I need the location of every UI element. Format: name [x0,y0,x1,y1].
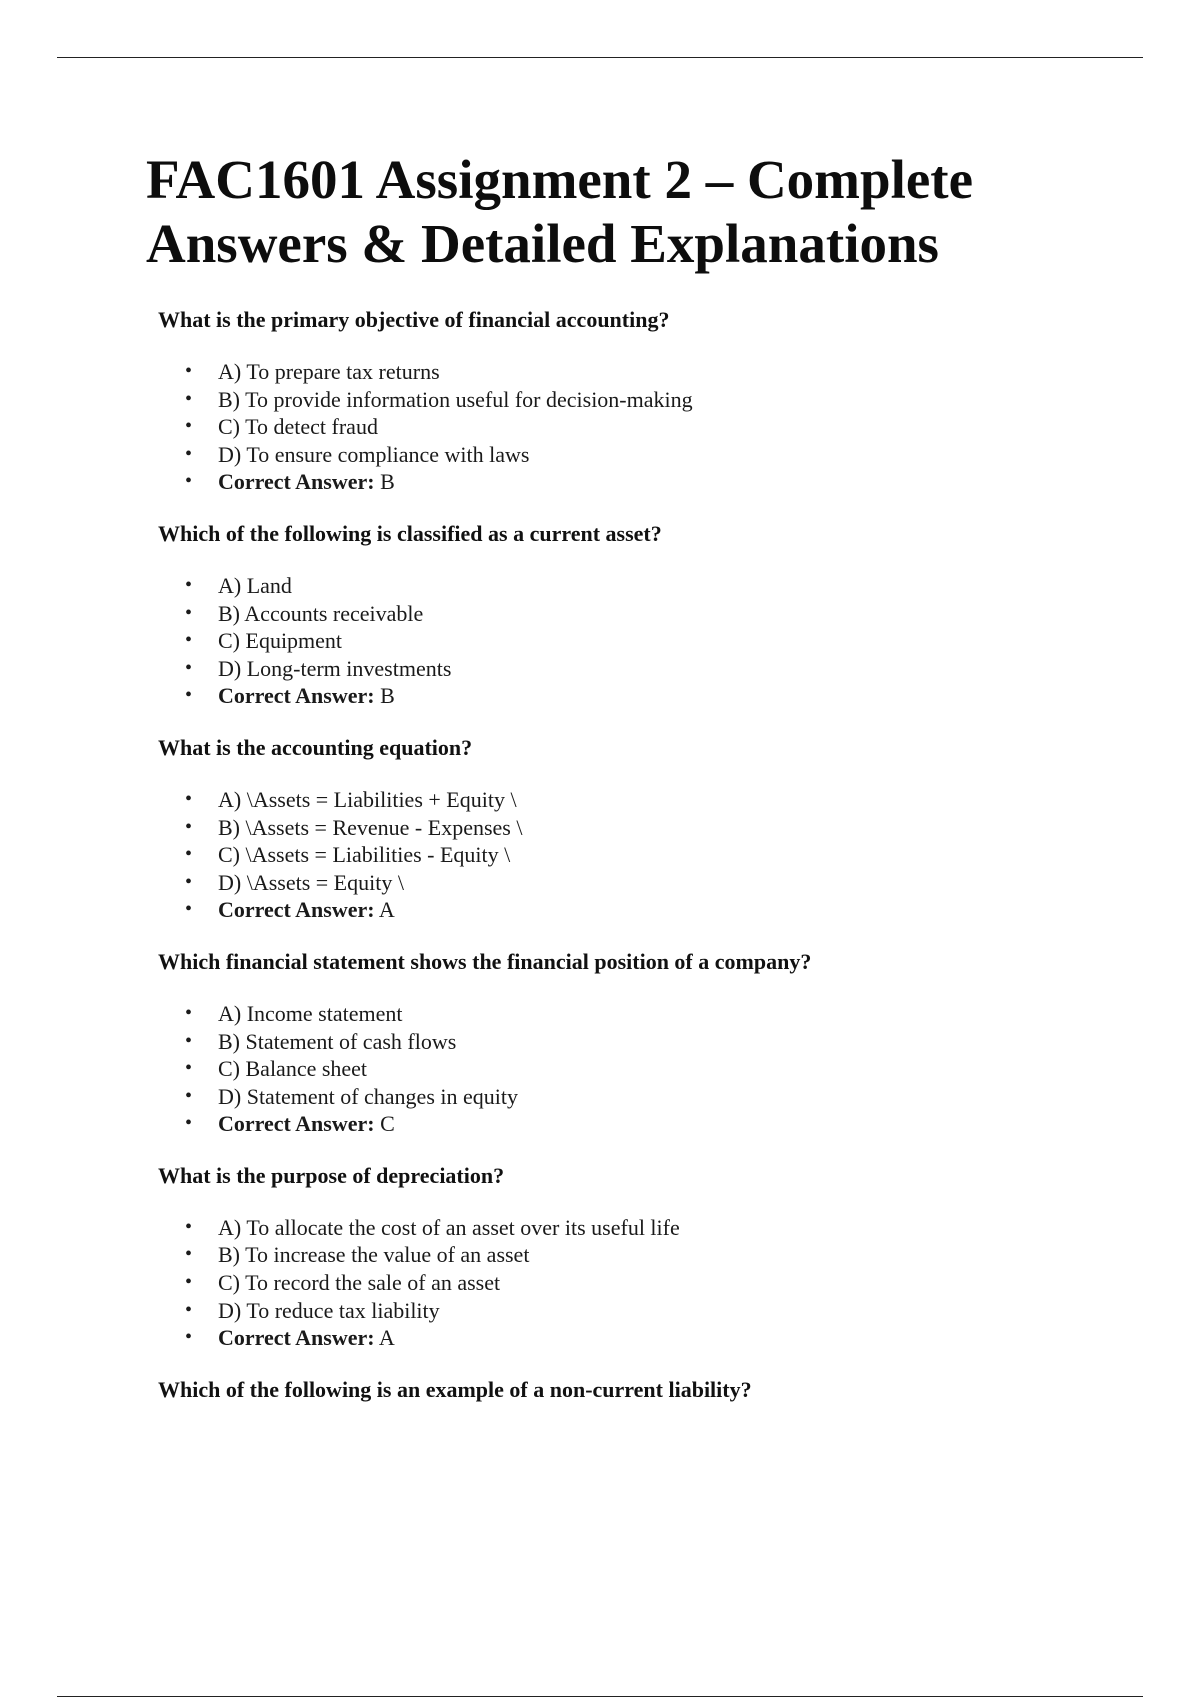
option-text: A) Income statement [218,1000,403,1026]
option-item [158,841,1106,869]
option-text: D) Statement of changes in equity [218,1083,518,1109]
question-text: Which of the following is classified as a current asset? [158,520,662,546]
option-item [158,1055,1106,1083]
option-item [158,814,1106,842]
correct-answer-value: A [378,1325,395,1351]
option-item [158,1241,1106,1269]
correct-answer-item [158,682,1106,710]
question-block [158,306,1106,496]
option-text: B) Statement of cash flows [218,1028,457,1054]
bullet-icon: • [185,387,193,410]
option-item [158,441,1106,469]
bullet-icon: • [185,870,193,893]
document-title: FAC1601 Assignment 2 – Complete Answers & Detailed Explanations [146,149,973,274]
question-block [158,1376,1106,1404]
option-item [158,655,1106,683]
question-block [158,1162,1106,1352]
option-text: B) To provide information useful for decision-making [218,386,693,412]
question-text: What is the primary objective of financial accounting? [158,307,670,332]
question-list [146,306,1106,1404]
option-list [158,786,1106,924]
option-text: C) \Assets = Liabilities - Equity \ [218,842,511,868]
correct-answer-label: Correct Answer: [218,1325,375,1351]
bullet-icon: • [185,898,193,921]
correct-answer-item [158,468,1106,496]
option-text: B) Accounts receivable [218,600,424,626]
correct-answer-value: C [380,1111,395,1137]
option-text: D) To reduce tax liability [218,1297,440,1323]
option-text: C) Equipment [218,628,343,654]
bullet-icon: • [185,1029,193,1052]
option-item [158,1269,1106,1297]
correct-answer-label: Correct Answer: [218,683,375,709]
bullet-icon: • [185,1057,193,1080]
bullet-icon: • [185,415,193,438]
option-item [158,1297,1106,1325]
question-block [158,520,1106,710]
option-text: D) Long-term investments [218,655,452,681]
correct-answer-item [158,896,1106,924]
bullet-icon: • [185,815,193,838]
option-text: D) \Assets = Equity \ [218,869,404,895]
correct-answer-value: B [380,469,395,495]
option-item [158,600,1106,628]
correct-answer-value: B [380,683,395,709]
option-text: B) To increase the value of an asset [218,1242,530,1268]
option-item [158,1083,1106,1111]
question-text: What is the purpose of depreciation? [158,1162,505,1188]
question-block [158,734,1106,924]
top-divider [57,57,1143,58]
option-text: A) To prepare tax returns [218,359,440,384]
bullet-icon: • [185,1084,193,1107]
option-text: D) To ensure compliance with laws [218,441,530,467]
option-text: A) Land [218,572,292,598]
option-item [158,1000,1106,1028]
bullet-icon: • [185,470,193,493]
option-text: C) To record the sale of an asset [218,1270,501,1296]
bullet-icon: • [185,360,193,382]
bullet-icon: • [185,843,193,866]
bullet-icon: • [185,787,193,810]
bullet-icon: • [185,1215,193,1238]
bullet-icon: • [185,1298,193,1321]
bullet-icon: • [185,629,193,652]
bullet-icon: • [185,442,193,465]
option-item [158,358,1106,386]
option-text: C) To detect fraud [218,414,378,440]
option-list [158,1214,1106,1352]
option-item [158,1028,1106,1056]
option-item [158,572,1106,600]
option-text: C) Balance sheet [218,1056,368,1082]
correct-answer-value: A [378,897,395,923]
option-list [158,1000,1106,1138]
document-body [146,148,1106,1404]
correct-answer-label: Correct Answer: [218,897,375,923]
correct-answer-item [158,1110,1106,1138]
bullet-icon: • [185,1112,193,1135]
option-item [158,869,1106,897]
correct-answer-item [158,1324,1106,1352]
question-text: What is the accounting equation? [158,734,473,760]
option-text: A) \Assets = Liabilities + Equity \ [218,786,517,812]
bullet-icon: • [185,1001,193,1024]
bullet-icon: • [185,1271,193,1294]
correct-answer-label: Correct Answer: [218,469,375,495]
option-item [158,386,1106,414]
option-item [158,786,1106,814]
option-item [158,1214,1106,1242]
bullet-icon: • [185,1243,193,1266]
option-list [158,572,1106,710]
bottom-divider [57,1696,1143,1697]
option-text: B) \Assets = Revenue - Expenses \ [218,814,523,840]
bullet-icon: • [185,656,193,679]
question-text: Which financial statement shows the financial position of a company? [158,948,812,974]
bullet-icon: • [185,684,193,707]
option-item [158,627,1106,655]
bullet-icon: • [185,573,193,596]
question-block [158,948,1106,1138]
option-text: A) To allocate the cost of an asset over its useful life [218,1214,680,1240]
option-list [158,358,1106,496]
question-text: Which of the following is an example of a non-current liability? [158,1376,752,1402]
bullet-icon: • [185,601,193,624]
correct-answer-label: Correct Answer: [218,1111,375,1137]
option-item [158,413,1106,441]
bullet-icon: • [185,1326,193,1349]
